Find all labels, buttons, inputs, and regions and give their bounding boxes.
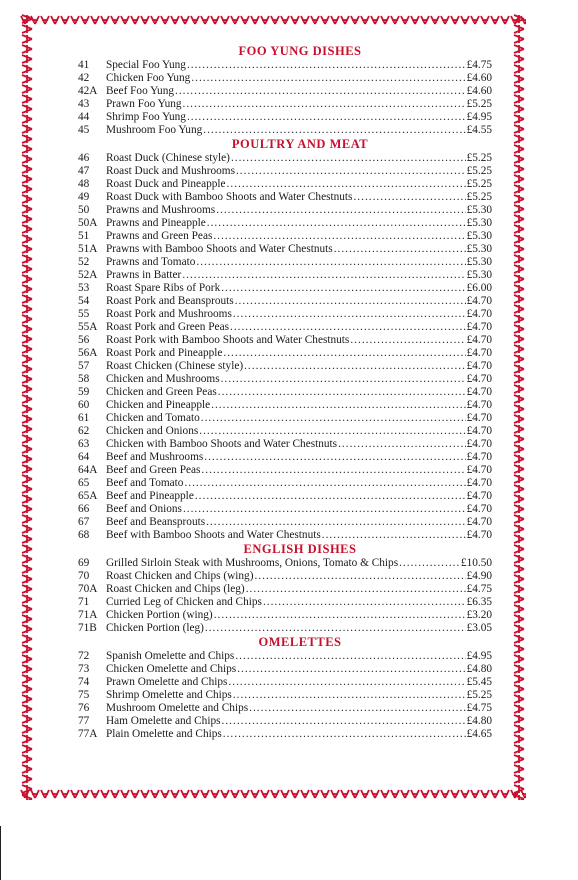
menu-item (78, 334, 492, 347)
menu-item (78, 557, 492, 570)
item-number: 72 (78, 650, 90, 662)
item-price: £4.70 (466, 373, 492, 385)
menu-item (78, 464, 492, 477)
dot-leader (353, 191, 465, 204)
item-number: 64 (78, 451, 90, 463)
item-number: 51A (78, 243, 98, 255)
item-price: £4.70 (466, 308, 492, 320)
menu-item (78, 609, 492, 622)
item-price: £5.25 (466, 165, 492, 177)
item-name: Beef and Mushrooms (106, 451, 204, 463)
item-name: Chicken Foo Yung (106, 72, 191, 84)
item-number: 43 (78, 98, 90, 110)
dot-leader (350, 334, 465, 347)
item-number: 45 (78, 124, 90, 136)
menu-item (78, 295, 492, 308)
dot-leader (222, 715, 466, 728)
item-number: 65 (78, 477, 90, 489)
item-name: Prawns and Tomato (106, 256, 196, 268)
menu-item (78, 72, 492, 85)
item-price: £5.25 (466, 178, 492, 190)
item-number: 61 (78, 412, 90, 424)
dot-leader (221, 282, 465, 295)
dot-leader (214, 609, 466, 622)
item-name: Prawns in Batter (106, 269, 182, 281)
menu-item (78, 373, 492, 386)
item-price: £5.30 (466, 243, 492, 255)
dot-leader (399, 557, 460, 570)
item-price: £4.75 (466, 59, 492, 71)
item-price: £5.25 (466, 152, 492, 164)
dot-leader (205, 622, 466, 635)
item-name: Beef and Pineapple (106, 490, 194, 502)
menu-item (78, 702, 492, 715)
item-number: 50 (78, 204, 90, 216)
menu-item (78, 111, 492, 124)
border-right (512, 14, 526, 800)
dot-leader (254, 570, 465, 583)
item-price: £4.70 (466, 295, 492, 307)
item-name: Chicken Portion (leg) (106, 622, 204, 634)
menu-item (78, 217, 492, 230)
item-name: Roast Pork and Green Peas (106, 321, 229, 333)
item-name: Mushroom Omelette and Chips (106, 702, 249, 714)
item-number: 56A (78, 347, 98, 359)
item-number: 76 (78, 702, 90, 714)
menu-item (78, 360, 492, 373)
item-number: 52A (78, 269, 98, 281)
item-price: £4.65 (466, 728, 492, 740)
item-name: Prawns and Mushrooms (106, 204, 216, 216)
item-name: Prawn Foo Yung (106, 98, 182, 110)
item-name: Roast Spare Ribs of Pork (106, 282, 221, 294)
menu-item (78, 165, 492, 178)
menu-item (78, 529, 492, 542)
item-price: £5.30 (466, 204, 492, 216)
dot-leader (216, 204, 465, 217)
item-number: 49 (78, 191, 90, 203)
dot-leader (195, 490, 466, 503)
item-price: £6.35 (466, 596, 492, 608)
item-number: 58 (78, 373, 90, 385)
item-name: Prawn Omelette and Chips (106, 676, 228, 688)
item-number: 57 (78, 360, 90, 372)
dot-leader (227, 178, 466, 191)
item-price: £4.70 (466, 490, 492, 502)
dot-leader (338, 438, 465, 451)
item-number: 64A (78, 464, 98, 476)
item-name: Roast Chicken (Chinese style) (106, 360, 244, 372)
item-name: Beef and Green Peas (106, 464, 201, 476)
item-name: Beef and Tomato (106, 477, 184, 489)
item-name: Roast Duck with Bamboo Shoots and Water Chestnuts (106, 191, 353, 203)
item-number: 67 (78, 516, 90, 528)
dot-leader (213, 230, 465, 243)
item-name: Chicken and Onions (106, 425, 199, 437)
item-number: 51 (78, 230, 90, 242)
dot-leader (191, 72, 465, 85)
item-number: 55 (78, 308, 90, 320)
item-price: £5.25 (466, 98, 492, 110)
item-price: £5.30 (466, 269, 492, 281)
item-price: £4.80 (466, 663, 492, 675)
item-number: 74 (78, 676, 90, 688)
item-name: Chicken and Pineapple (106, 399, 211, 411)
item-price: £3.05 (466, 622, 492, 634)
dot-leader (175, 85, 466, 98)
item-price: £4.70 (466, 321, 492, 333)
item-name: Chicken Omelette and Chips (106, 663, 237, 675)
item-name: Roast Pork with Bamboo Shoots and Water Chestnuts (106, 334, 350, 346)
dot-leader (230, 321, 466, 334)
item-name: Beef and Beansprouts (106, 516, 206, 528)
item-name: Roast Chicken and Chips (wing) (106, 570, 254, 582)
item-price: £4.95 (466, 650, 492, 662)
menu-item (78, 663, 492, 676)
item-price: £5.30 (466, 256, 492, 268)
dot-leader (223, 347, 465, 360)
item-price: £5.30 (466, 217, 492, 229)
dot-leader (221, 373, 466, 386)
item-price: £4.70 (466, 399, 492, 411)
item-number: 50A (78, 217, 98, 229)
menu-item (78, 490, 492, 503)
menu-item (78, 230, 492, 243)
dot-leader (228, 676, 465, 689)
item-name: Shrimp Foo Yung (106, 111, 186, 123)
item-number: 54 (78, 295, 90, 307)
menu-item (78, 412, 492, 425)
item-number: 65A (78, 490, 98, 502)
border-left (20, 14, 34, 800)
menu-item (78, 98, 492, 111)
menu-item (78, 570, 492, 583)
page-edge-mark (0, 826, 1, 880)
item-number: 77A (78, 728, 98, 740)
dot-leader (237, 663, 465, 676)
menu-item (78, 85, 492, 98)
menu-item (78, 715, 492, 728)
item-price: £4.70 (466, 477, 492, 489)
dot-leader (322, 529, 466, 542)
dot-leader (207, 217, 466, 230)
menu-item (78, 425, 492, 438)
item-name: Chicken with Bamboo Shoots and Water Chestnuts (106, 438, 338, 450)
item-price: £4.80 (466, 715, 492, 727)
item-name: Roast Pork and Pineapple (106, 347, 223, 359)
menu-item (78, 689, 492, 702)
item-price: £4.70 (466, 464, 492, 476)
item-number: 46 (78, 152, 90, 164)
menu-item (78, 204, 492, 217)
dot-leader (201, 412, 466, 425)
menu-item (78, 269, 492, 282)
menu-item (78, 596, 492, 609)
item-price: £4.70 (466, 516, 492, 528)
menu-item (78, 386, 492, 399)
item-name: Curried Leg of Chicken and Chips (106, 596, 262, 608)
item-price: £4.60 (466, 85, 492, 97)
dot-leader (199, 425, 465, 438)
menu-item (78, 256, 492, 269)
item-number: 70A (78, 583, 98, 595)
section-title: OMELETTES (258, 635, 342, 649)
item-number: 42A (78, 85, 98, 97)
menu-item (78, 438, 492, 451)
item-name: Prawns and Pineapple (106, 217, 206, 229)
menu-item (78, 178, 492, 191)
dot-leader (223, 728, 466, 741)
section-title: ENGLISH DISHES (243, 542, 357, 556)
dot-leader (201, 464, 465, 477)
item-number: 63 (78, 438, 90, 450)
border-top (20, 14, 526, 26)
dot-leader (211, 399, 465, 412)
item-price: £4.70 (466, 412, 492, 424)
menu-item (78, 191, 492, 204)
dot-leader (183, 98, 466, 111)
dot-leader (233, 689, 466, 702)
item-name: Shrimp Omelette and Chips (106, 689, 232, 701)
menu-item (78, 676, 492, 689)
item-number: 47 (78, 165, 90, 177)
item-name: Prawns and Green Peas (106, 230, 213, 242)
dot-leader (183, 503, 466, 516)
section-title: FOO YUNG DISHES (238, 44, 362, 58)
item-name: Beef with Bamboo Shoots and Water Chestnuts (106, 529, 321, 541)
item-number: 56 (78, 334, 90, 346)
item-number: 52 (78, 256, 90, 268)
item-price: £5.25 (466, 689, 492, 701)
dot-leader (246, 583, 466, 596)
item-name: Chicken Portion (wing) (106, 609, 213, 621)
item-price: £4.70 (466, 438, 492, 450)
section-title: POULTRY AND MEAT (231, 137, 369, 151)
item-name: Plain Omelette and Chips (106, 728, 222, 740)
item-number: 71 (78, 596, 90, 608)
item-price: £4.90 (466, 570, 492, 582)
item-number: 77 (78, 715, 90, 727)
item-name: Beef and Onions (106, 503, 182, 515)
menu-item (78, 477, 492, 490)
item-price: £5.30 (466, 230, 492, 242)
item-number: 73 (78, 663, 90, 675)
item-number: 59 (78, 386, 90, 398)
dot-leader (218, 386, 466, 399)
item-number: 69 (78, 557, 90, 569)
item-name: Chicken and Tomato (106, 412, 200, 424)
item-number: 68 (78, 529, 90, 541)
menu-item (78, 347, 492, 360)
menu-item (78, 59, 492, 72)
dot-leader (235, 650, 465, 663)
menu-item (78, 622, 492, 635)
menu-item (78, 152, 492, 165)
dot-leader (196, 256, 465, 269)
item-name: Roast Pork and Beansprouts (106, 295, 234, 307)
item-price: £6.00 (466, 282, 492, 294)
item-price: £5.45 (466, 676, 492, 688)
menu-list (78, 44, 492, 741)
item-price: £4.70 (466, 347, 492, 359)
item-name: Roast Pork and Mushrooms (106, 308, 232, 320)
menu-item (78, 503, 492, 516)
item-price: £4.70 (466, 451, 492, 463)
item-name: Grilled Sirloin Steak with Mushrooms, Onions, Tomato & Chips (106, 557, 399, 569)
dot-leader (249, 702, 465, 715)
menu-item (78, 321, 492, 334)
menu-item (78, 728, 492, 741)
item-price: £4.55 (466, 124, 492, 136)
item-number: 62 (78, 425, 90, 437)
item-name: Mushroom Foo Yung (106, 124, 203, 136)
item-name: Ham Omelette and Chips (106, 715, 221, 727)
dot-leader (231, 152, 466, 165)
item-price: £4.70 (466, 425, 492, 437)
item-name: Roast Chicken and Chips (leg) (106, 583, 245, 595)
item-price: £4.70 (466, 334, 492, 346)
item-price: £4.60 (466, 72, 492, 84)
dot-leader (182, 269, 465, 282)
item-price: £4.70 (466, 360, 492, 372)
dot-leader (235, 295, 466, 308)
item-name: Special Foo Yung (106, 59, 186, 71)
item-price: £4.75 (466, 702, 492, 714)
menu-item (78, 451, 492, 464)
item-number: 48 (78, 178, 90, 190)
menu-item (78, 516, 492, 529)
item-number: 70 (78, 570, 90, 582)
dot-leader (187, 111, 466, 124)
dot-leader (236, 165, 466, 178)
dot-leader (203, 124, 465, 137)
item-number: 42 (78, 72, 90, 84)
menu-item (78, 124, 492, 137)
item-number: 60 (78, 399, 90, 411)
dot-leader (233, 308, 466, 321)
item-number: 41 (78, 59, 90, 71)
item-name: Roast Duck and Mushrooms (106, 165, 235, 177)
item-number: 53 (78, 282, 90, 294)
border-bottom (20, 788, 526, 800)
item-name: Spanish Omelette and Chips (106, 650, 235, 662)
dot-leader (187, 59, 466, 72)
item-price: £10.50 (460, 557, 492, 569)
item-number: 55A (78, 321, 98, 333)
item-price: £5.25 (466, 191, 492, 203)
menu-item (78, 399, 492, 412)
dot-leader (206, 516, 465, 529)
item-price: £4.75 (466, 583, 492, 595)
item-name: Prawns with Bamboo Shoots and Water Chestnuts (106, 243, 333, 255)
menu-item (78, 583, 492, 596)
menu-item (78, 243, 492, 256)
dot-leader (204, 451, 465, 464)
item-number: 75 (78, 689, 90, 701)
item-name: Roast Duck and Pineapple (106, 178, 226, 190)
item-price: £4.70 (466, 529, 492, 541)
menu-item (78, 282, 492, 295)
menu-item (78, 650, 492, 663)
item-number: 71A (78, 609, 98, 621)
item-number: 44 (78, 111, 90, 123)
item-price: £4.95 (466, 111, 492, 123)
item-name: Chicken and Green Peas (106, 386, 217, 398)
item-name: Roast Duck (Chinese style) (106, 152, 230, 164)
item-name: Chicken and Mushrooms (106, 373, 220, 385)
dot-leader (184, 477, 465, 490)
item-number: 71B (78, 622, 97, 634)
dot-leader (263, 596, 466, 609)
item-price: £4.70 (466, 503, 492, 515)
item-price: £3.20 (466, 609, 492, 621)
item-number: 66 (78, 503, 90, 515)
dot-leader (334, 243, 466, 256)
item-name: Beef Foo Yung (106, 85, 174, 97)
menu-item (78, 308, 492, 321)
dot-leader (244, 360, 465, 373)
item-price: £4.70 (466, 386, 492, 398)
